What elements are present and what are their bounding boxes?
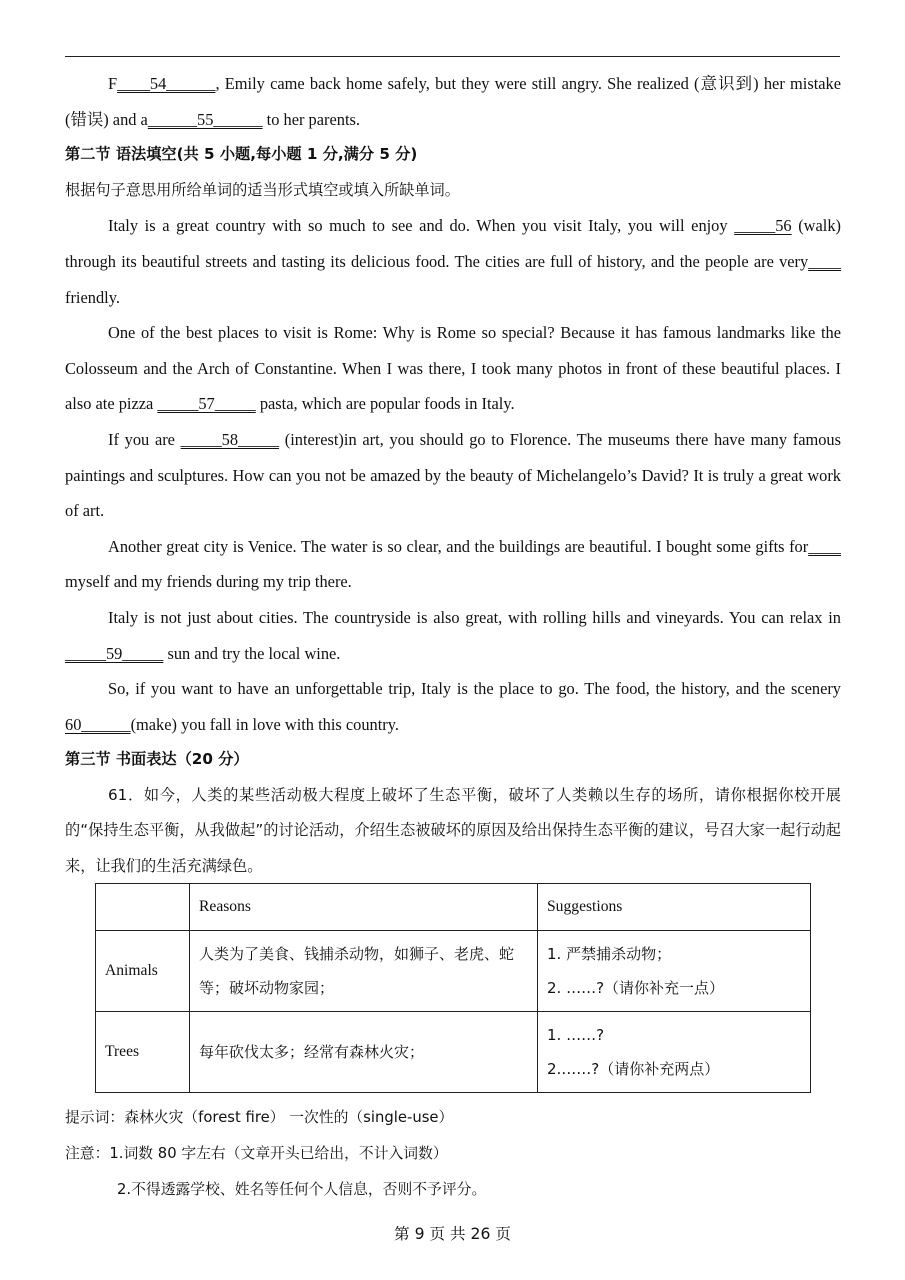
text: Another great city is Venice. The water is so clear, and the buildings are beautiful. I bought some gifts for bbox=[108, 536, 809, 556]
blank-54[interactable]: ____54______ bbox=[117, 74, 216, 93]
passage-ending bbox=[65, 66, 841, 137]
text: sun and try the local wine. bbox=[163, 643, 341, 663]
blank-57[interactable]: _____57_____ bbox=[157, 394, 256, 414]
hint-words: 提示词：森林火灾（forest fire） 一次性的（single-use） bbox=[65, 1109, 454, 1126]
suggestions-cell bbox=[538, 1012, 811, 1093]
blank-friendly[interactable]: ____ bbox=[808, 251, 841, 271]
reasons-cell: 每年砍伐太多；经常有森林火灾； bbox=[190, 1012, 538, 1093]
table-row bbox=[96, 931, 811, 1012]
table-row bbox=[96, 1012, 811, 1093]
suggestion-line: 1. 严禁捕杀动物； bbox=[547, 945, 672, 963]
text: (interest)in art, you should go to Florence. The museums there have many famous paintings and sculptures. How can you not be amazed by the beauty of Michelangelo’s David? It is truly a great work of art. bbox=[65, 429, 841, 521]
paragraph-venice bbox=[65, 529, 841, 600]
blank-55[interactable]: ______55______ bbox=[147, 109, 263, 129]
text: friendly. bbox=[65, 287, 120, 307]
text: So, if you want to have an unforgettable trip, Italy is the place to go. The food, the history, and the scenery bbox=[108, 679, 841, 699]
blank-58[interactable]: _____58_____ bbox=[180, 429, 280, 449]
text: Italy is a great country with so much to see and do. When you visit Italy, you will enjoy bbox=[108, 216, 735, 236]
notes-block bbox=[65, 1100, 841, 1208]
section2-instruction: 根据句子意思用所给单词的适当形式填空或填入所缺单词。 bbox=[65, 180, 460, 199]
blank-59[interactable]: _____59_____ bbox=[65, 643, 164, 663]
blank-56[interactable]: _____56 bbox=[734, 216, 792, 236]
section3-heading: 第三节 书面表达（20 分） bbox=[65, 750, 249, 769]
writing-task-table bbox=[95, 883, 811, 1093]
text: Italy is not just about cities. The countryside is also great, with rolling hills and vineyards. You can relax in bbox=[108, 607, 841, 627]
text: F bbox=[108, 74, 118, 93]
text: , Emily came back home safely, but they were still angry. She realized (意识到) her mistake (错误) and a bbox=[65, 74, 841, 129]
page-number: 第 9 页 共 26 页 bbox=[394, 1225, 511, 1243]
suggestion-line: 1. ……? bbox=[547, 1026, 605, 1044]
reasons-cell: 人类为了美食、钱捕杀动物，如狮子、老虎、蛇等；破坏动物家园； bbox=[190, 931, 538, 1012]
suggestion-line: 2.……?（请你补充两点） bbox=[547, 1060, 720, 1078]
paragraph-rome bbox=[65, 315, 841, 422]
section2-heading: 第二节 语法填空(共 5 小题,每小题 1 分,满分 5 分) bbox=[65, 145, 418, 164]
text: (make) you fall in love with this country. bbox=[130, 714, 399, 734]
writing-prompt: 61．如今，人类的某些活动极大程度上破坏了生态平衡，破坏了人类赖以生存的场所，请你根据你校开展的“保持生态平衡，从我做起”的讨论活动，介绍生态被破坏的原因及给出保持生态平衡的建议，号召大家一起行动起来，让我们的生活充满绿色。 bbox=[65, 785, 841, 876]
table-header-row bbox=[96, 884, 811, 931]
text: pasta, which are popular foods in Italy. bbox=[255, 394, 515, 414]
header-rule bbox=[65, 56, 840, 57]
text: to her parents. bbox=[262, 109, 360, 129]
paragraph-countryside bbox=[65, 600, 841, 671]
note-word-count: 注意：1.词数 80 字左右（文章开头已给出，不计入词数） bbox=[65, 1145, 448, 1162]
paragraph-italy bbox=[65, 208, 841, 315]
suggestions-cell bbox=[538, 931, 811, 1012]
row-label: Trees bbox=[96, 1012, 190, 1093]
paragraph-florence bbox=[65, 422, 841, 529]
text: myself and my friends during my trip there. bbox=[65, 572, 352, 592]
text: (walk) through its beautiful streets and tasting its delicious food. The cities are full of history, and the people are very bbox=[65, 216, 841, 271]
note-privacy: 2.不得透露学校、姓名等任何个人信息，否则不予评分。 bbox=[117, 1181, 487, 1198]
blank-myself[interactable]: ____ bbox=[808, 536, 841, 556]
blank-60[interactable]: 60______ bbox=[65, 714, 131, 734]
suggestion-line: 2. ……?（请你补充一点） bbox=[547, 979, 725, 997]
text: If you are bbox=[108, 429, 181, 449]
table-header-cell: Reasons bbox=[190, 884, 538, 931]
document-body bbox=[65, 66, 841, 885]
table-header-cell bbox=[96, 884, 190, 931]
text: One of the best places to visit is Rome: Why is Rome so special? Because it has famous landmarks like the Colosseum and the Arch of Constantine. When I was there, I took many photos in front of these beautiful places. I also ate pizza bbox=[65, 323, 841, 414]
table-header-cell: Suggestions bbox=[538, 884, 811, 931]
row-label: Animals bbox=[96, 931, 190, 1012]
paragraph-conclusion bbox=[65, 671, 841, 742]
